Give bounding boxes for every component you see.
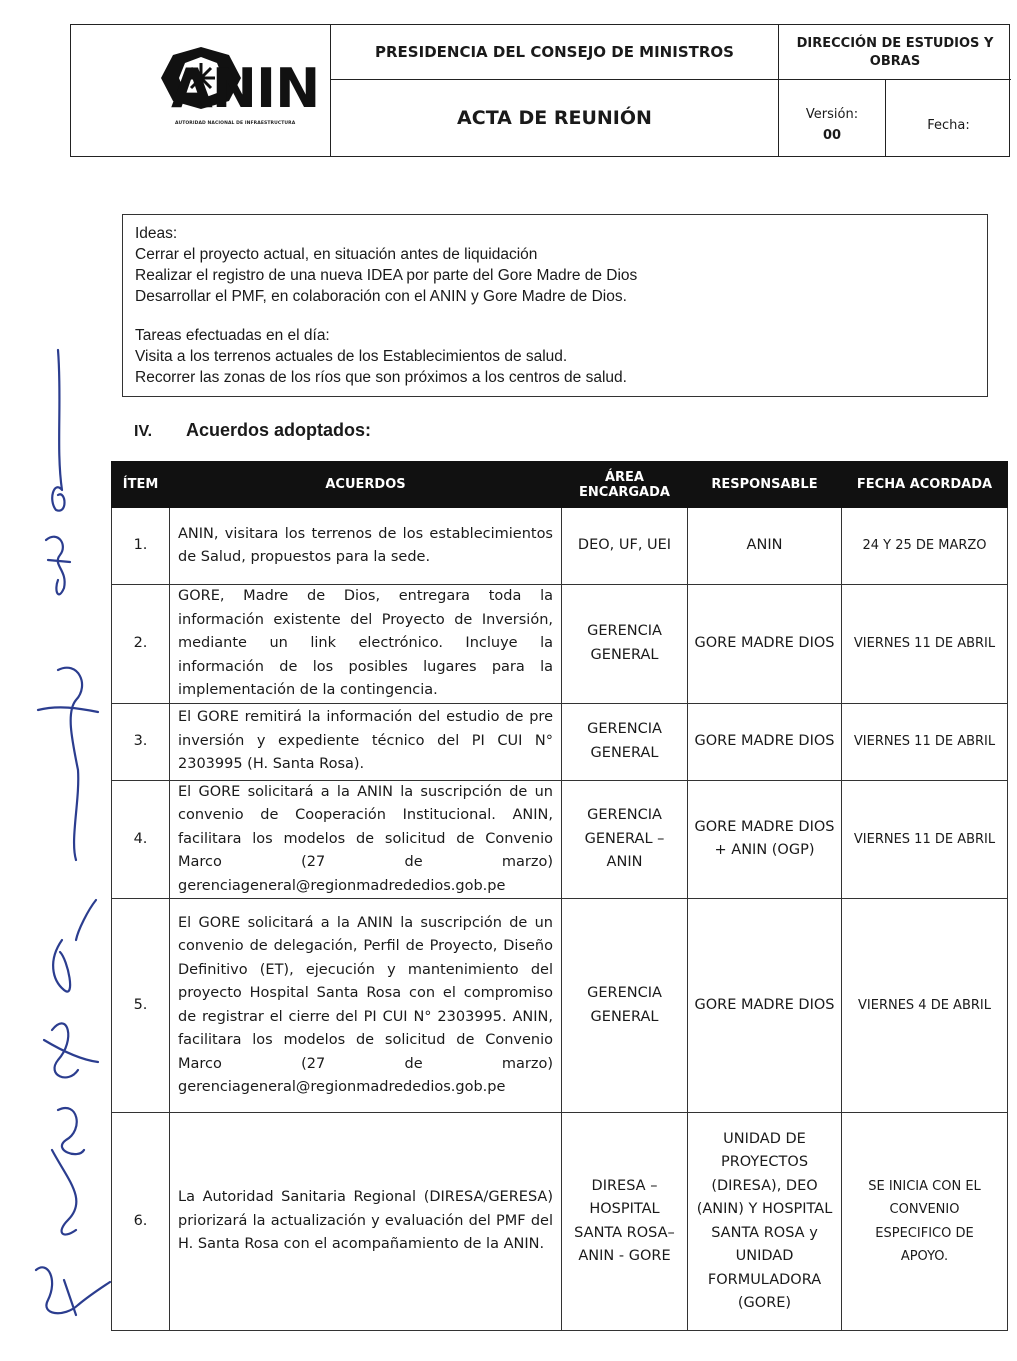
table-header-row xyxy=(112,462,1008,508)
document-title: ACTA DE REUNIÓN xyxy=(331,80,779,156)
date-label: Fecha: xyxy=(927,118,970,133)
responsible-cell: GORE MADRE DIOS xyxy=(688,703,842,780)
anin-logo xyxy=(83,47,319,127)
signature-7 xyxy=(36,1267,110,1315)
idea-line: Desarrollar el PMF, en colaboración con el ANIN y Gore Madre de Dios. xyxy=(135,288,627,305)
item-number: 1. xyxy=(112,508,170,585)
version-cell xyxy=(779,80,886,156)
agreement-text: GORE, Madre de Dios, entregara toda la información existente del Proyecto de Inversión, mediante un link electrónico. Incluye la información de los posibles lugares para la implementación de la contingencia. xyxy=(170,585,562,704)
section-heading xyxy=(134,420,371,441)
agreement-text: El GORE solicitará a la ANIN la suscripción de un convenio de delegación, Perfil de Proyecto, Diseño Definitivo (ET), ejecución y mantenimiento del proyecto Hospital Santa Rosa con el compromiso de registrar el cierre del PI CUI N° 2303995. ANIN, facilitara los modelos de solicitud de Convenio Marco (27 de marzo) gerenciageneral@regionmadrededios.gob.pe xyxy=(170,899,562,1113)
task-line: Visita a los terrenos actuales de los Establecimientos de salud. xyxy=(135,348,568,365)
column-header: RESPONSABLE xyxy=(688,462,842,508)
table-row xyxy=(112,703,1008,780)
signatures-margin xyxy=(18,340,128,1340)
area-cell: DEO, UF, UEI xyxy=(562,508,688,585)
responsible-cell: GORE MADRE DIOS + ANIN (OGP) xyxy=(688,780,842,899)
area-cell: GERENCIA GENERAL xyxy=(562,585,688,704)
ideas-heading: Ideas: xyxy=(135,225,178,242)
tasks-heading: Tareas efectuadas en el día: xyxy=(135,327,330,344)
logo-subtitle: AUTORIDAD NACIONAL DE INFRAESTRUCTURA xyxy=(175,121,296,126)
table-row xyxy=(112,508,1008,585)
agreements-table xyxy=(111,461,1008,1331)
column-header: FECHA ACORDADA xyxy=(842,462,1008,508)
agreement-text: El GORE solicitará a la ANIN la suscripción de un convenio de Cooperación Institucional. ANIN, facilitara los modelos de solicitud de Convenio Marco (27 de marzo) gerenciageneral@regionmadrededios.gob.pe xyxy=(170,780,562,899)
task-line: Recorrer las zonas de los ríos que son próximos a los centros de salud. xyxy=(135,369,627,386)
agreement-text: El GORE remitirá la información del estudio de pre inversión y expediente técnico del PI CUI N° 2303995 (H. Santa Rosa). xyxy=(170,703,562,780)
area-cell: GERENCIA GENERAL xyxy=(562,899,688,1113)
responsible-cell: ANIN xyxy=(688,508,842,585)
organization-name: PRESIDENCIA DEL CONSEJO DE MINISTROS xyxy=(331,25,779,80)
signature-4 xyxy=(53,900,96,992)
item-number: 5. xyxy=(112,899,170,1113)
item-number: 2. xyxy=(112,585,170,704)
date-agreed-cell: VIERNES 11 DE ABRIL xyxy=(842,585,1008,704)
agreement-text: La Autoridad Sanitaria Regional (DIRESA/GERESA) priorizará la actualización y evaluación del PMF del H. Santa Rosa con el acompañamiento de la ANIN. xyxy=(170,1113,562,1331)
area-cell: DIRESA – HOSPITAL SANTA ROSA– ANIN - GORE xyxy=(562,1113,688,1331)
version-value: 00 xyxy=(822,127,842,143)
area-cell: GERENCIA GENERAL – ANIN xyxy=(562,780,688,899)
item-number: 3. xyxy=(112,703,170,780)
responsible-cell: GORE MADRE DIOS xyxy=(688,899,842,1113)
section-title: Acuerdos adoptados: xyxy=(186,420,372,440)
table-row xyxy=(112,899,1008,1113)
signature-5 xyxy=(44,1023,98,1077)
signature-1 xyxy=(52,350,64,511)
responsible-cell: UNIDAD DE PROYECTOS (DIRESA), DEO (ANIN) Y HOSPITAL SANTA ROSA y UNIDAD FORMULADORA (GORE) xyxy=(688,1113,842,1331)
signature-2 xyxy=(46,537,70,595)
table-row xyxy=(112,585,1008,704)
department-name: DIRECCIÓN DE ESTUDIOS Y OBRAS xyxy=(779,25,1011,80)
column-header: ÁREA ENCARGADA xyxy=(562,462,688,508)
section-number: IV. xyxy=(134,423,153,440)
idea-line: Realizar el registro de una nueva IDEA por parte del Gore Madre de Dios xyxy=(135,267,638,284)
date-agreed-cell: VIERNES 11 DE ABRIL xyxy=(842,780,1008,899)
logo-cell xyxy=(71,25,331,156)
item-number: 6. xyxy=(112,1113,170,1331)
signature-6 xyxy=(52,1108,84,1235)
logo-text: ANIN xyxy=(171,57,320,120)
idea-line: Cerrar el proyecto actual, en situación antes de liquidación xyxy=(135,246,538,263)
agreement-text: ANIN, visitara los terrenos de los establecimientos de Salud, propuestos para la sede. xyxy=(170,508,562,585)
table-row xyxy=(112,1113,1008,1331)
table-row xyxy=(112,780,1008,899)
document-header xyxy=(70,24,1010,157)
area-cell: GERENCIA GENERAL xyxy=(562,703,688,780)
date-agreed-cell: VIERNES 11 DE ABRIL xyxy=(842,703,1008,780)
column-header: ÍTEM xyxy=(112,462,170,508)
ideas-box xyxy=(122,214,988,397)
item-number: 4. xyxy=(112,780,170,899)
date-agreed-cell: 24 Y 25 DE MARZO xyxy=(842,508,1008,585)
column-header: ACUERDOS xyxy=(170,462,562,508)
date-agreed-cell: SE INICIA CON EL CONVENIO ESPECIFICO DE APOYO. xyxy=(842,1113,1008,1331)
responsible-cell: GORE MADRE DIOS xyxy=(688,585,842,704)
date-agreed-cell: VIERNES 4 DE ABRIL xyxy=(842,899,1008,1113)
version-label: Versión: xyxy=(805,106,859,122)
date-cell xyxy=(886,80,1011,156)
signature-3 xyxy=(38,668,98,860)
